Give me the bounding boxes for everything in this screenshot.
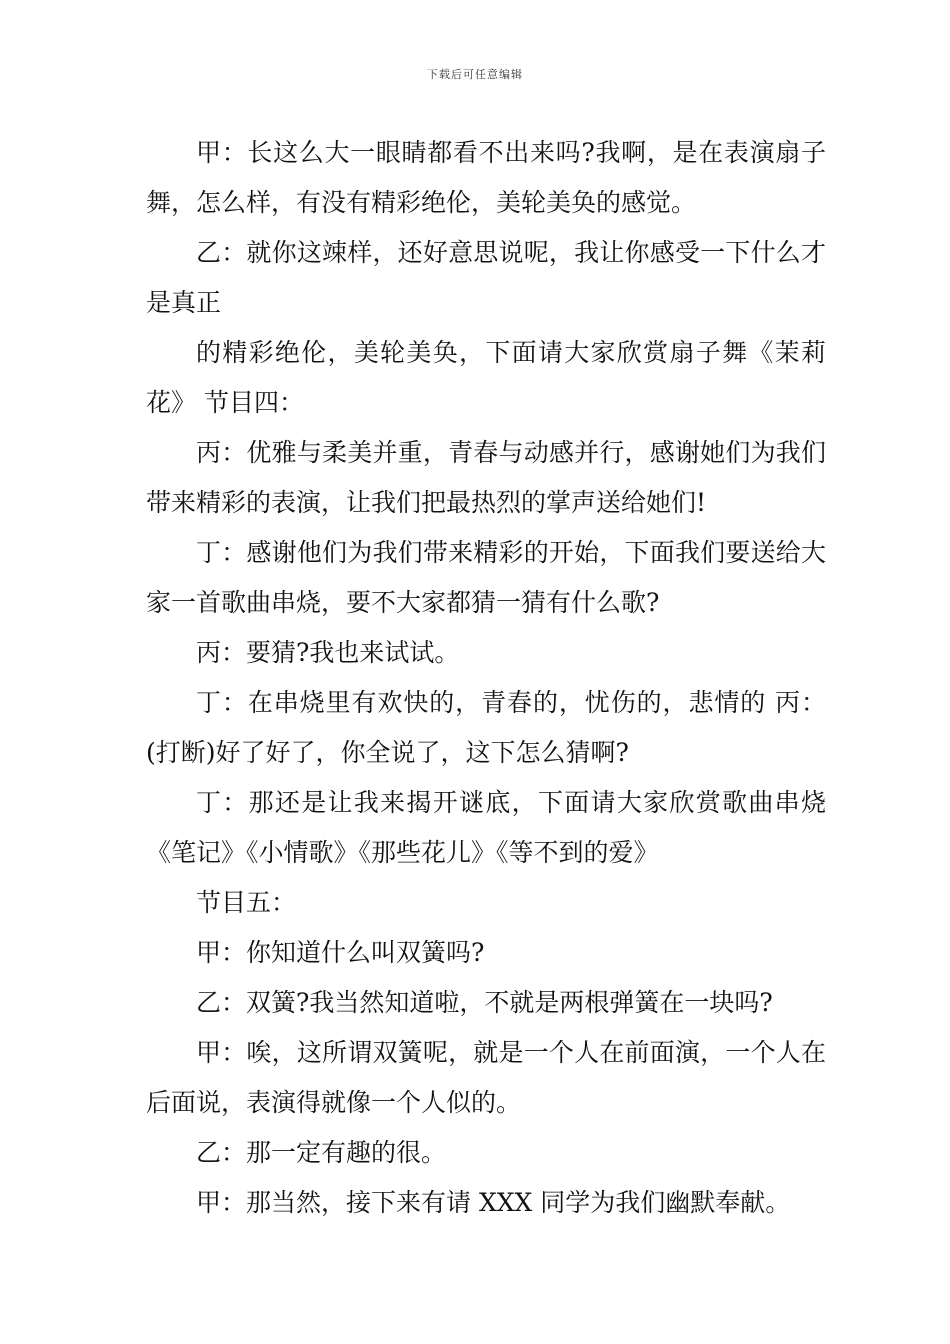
paragraph: 甲：那当然，接下来有请 XXX 同学为我们幽默奉献。 [196,1188,791,1217]
paragraph: 甲：唉，这所谓双簧呢，就是一个人在前面演，一个人在后面说，表演得就像一个人似的。 [146,1038,826,1117]
paragraph: 乙：那一定有趣的很。 [196,1138,447,1167]
paragraph: 的精彩绝伦，美轮美奂，下面请大家欣赏扇子舞《茉莉花》 节目四： [146,338,826,417]
paragraph: 甲：你知道什么叫双簧吗? [196,938,485,967]
paragraph: 丁：感谢他们为我们带来精彩的开始，下面我们要送给大家一首歌曲串烧，要不大家都猜一猜有什么歌? [146,538,826,617]
paragraph: 甲：长这么大一眼睛都看不出来吗?我啊，是在表演扇子舞，怎么样，有没有精彩绝伦，美轮美奂的感觉。 [146,138,826,217]
paragraph: 丁：那还是让我来揭开谜底，下面请大家欣赏歌曲串烧《笔记》《小情歌》《那些花儿》《等不到的爱》 [146,788,826,867]
paragraph: 乙：就你这竦样，还好意思说呢，我让你感受一下什么才是真正 [146,238,826,317]
section-heading: 节目五： [196,888,297,917]
page-header: 下载后可任意编辑 [427,68,523,81]
paragraph: 丁：在串烧里有欢快的，青春的，忧伤的，悲情的 丙：(打断)好了好了，你全说了，这下怎么猜啊? [146,688,826,767]
document-body [146,128,826,1228]
paragraph: 乙：双簧?我当然知道啦，不就是两根弹簧在一块吗? [196,988,773,1017]
paragraph: 丙：要猜?我也来试试。 [196,638,460,667]
paragraph: 丙：优雅与柔美并重，青春与动感并行，感谢她们为我们带来精彩的表演，让我们把最热烈的掌声送给她们! [146,438,826,517]
